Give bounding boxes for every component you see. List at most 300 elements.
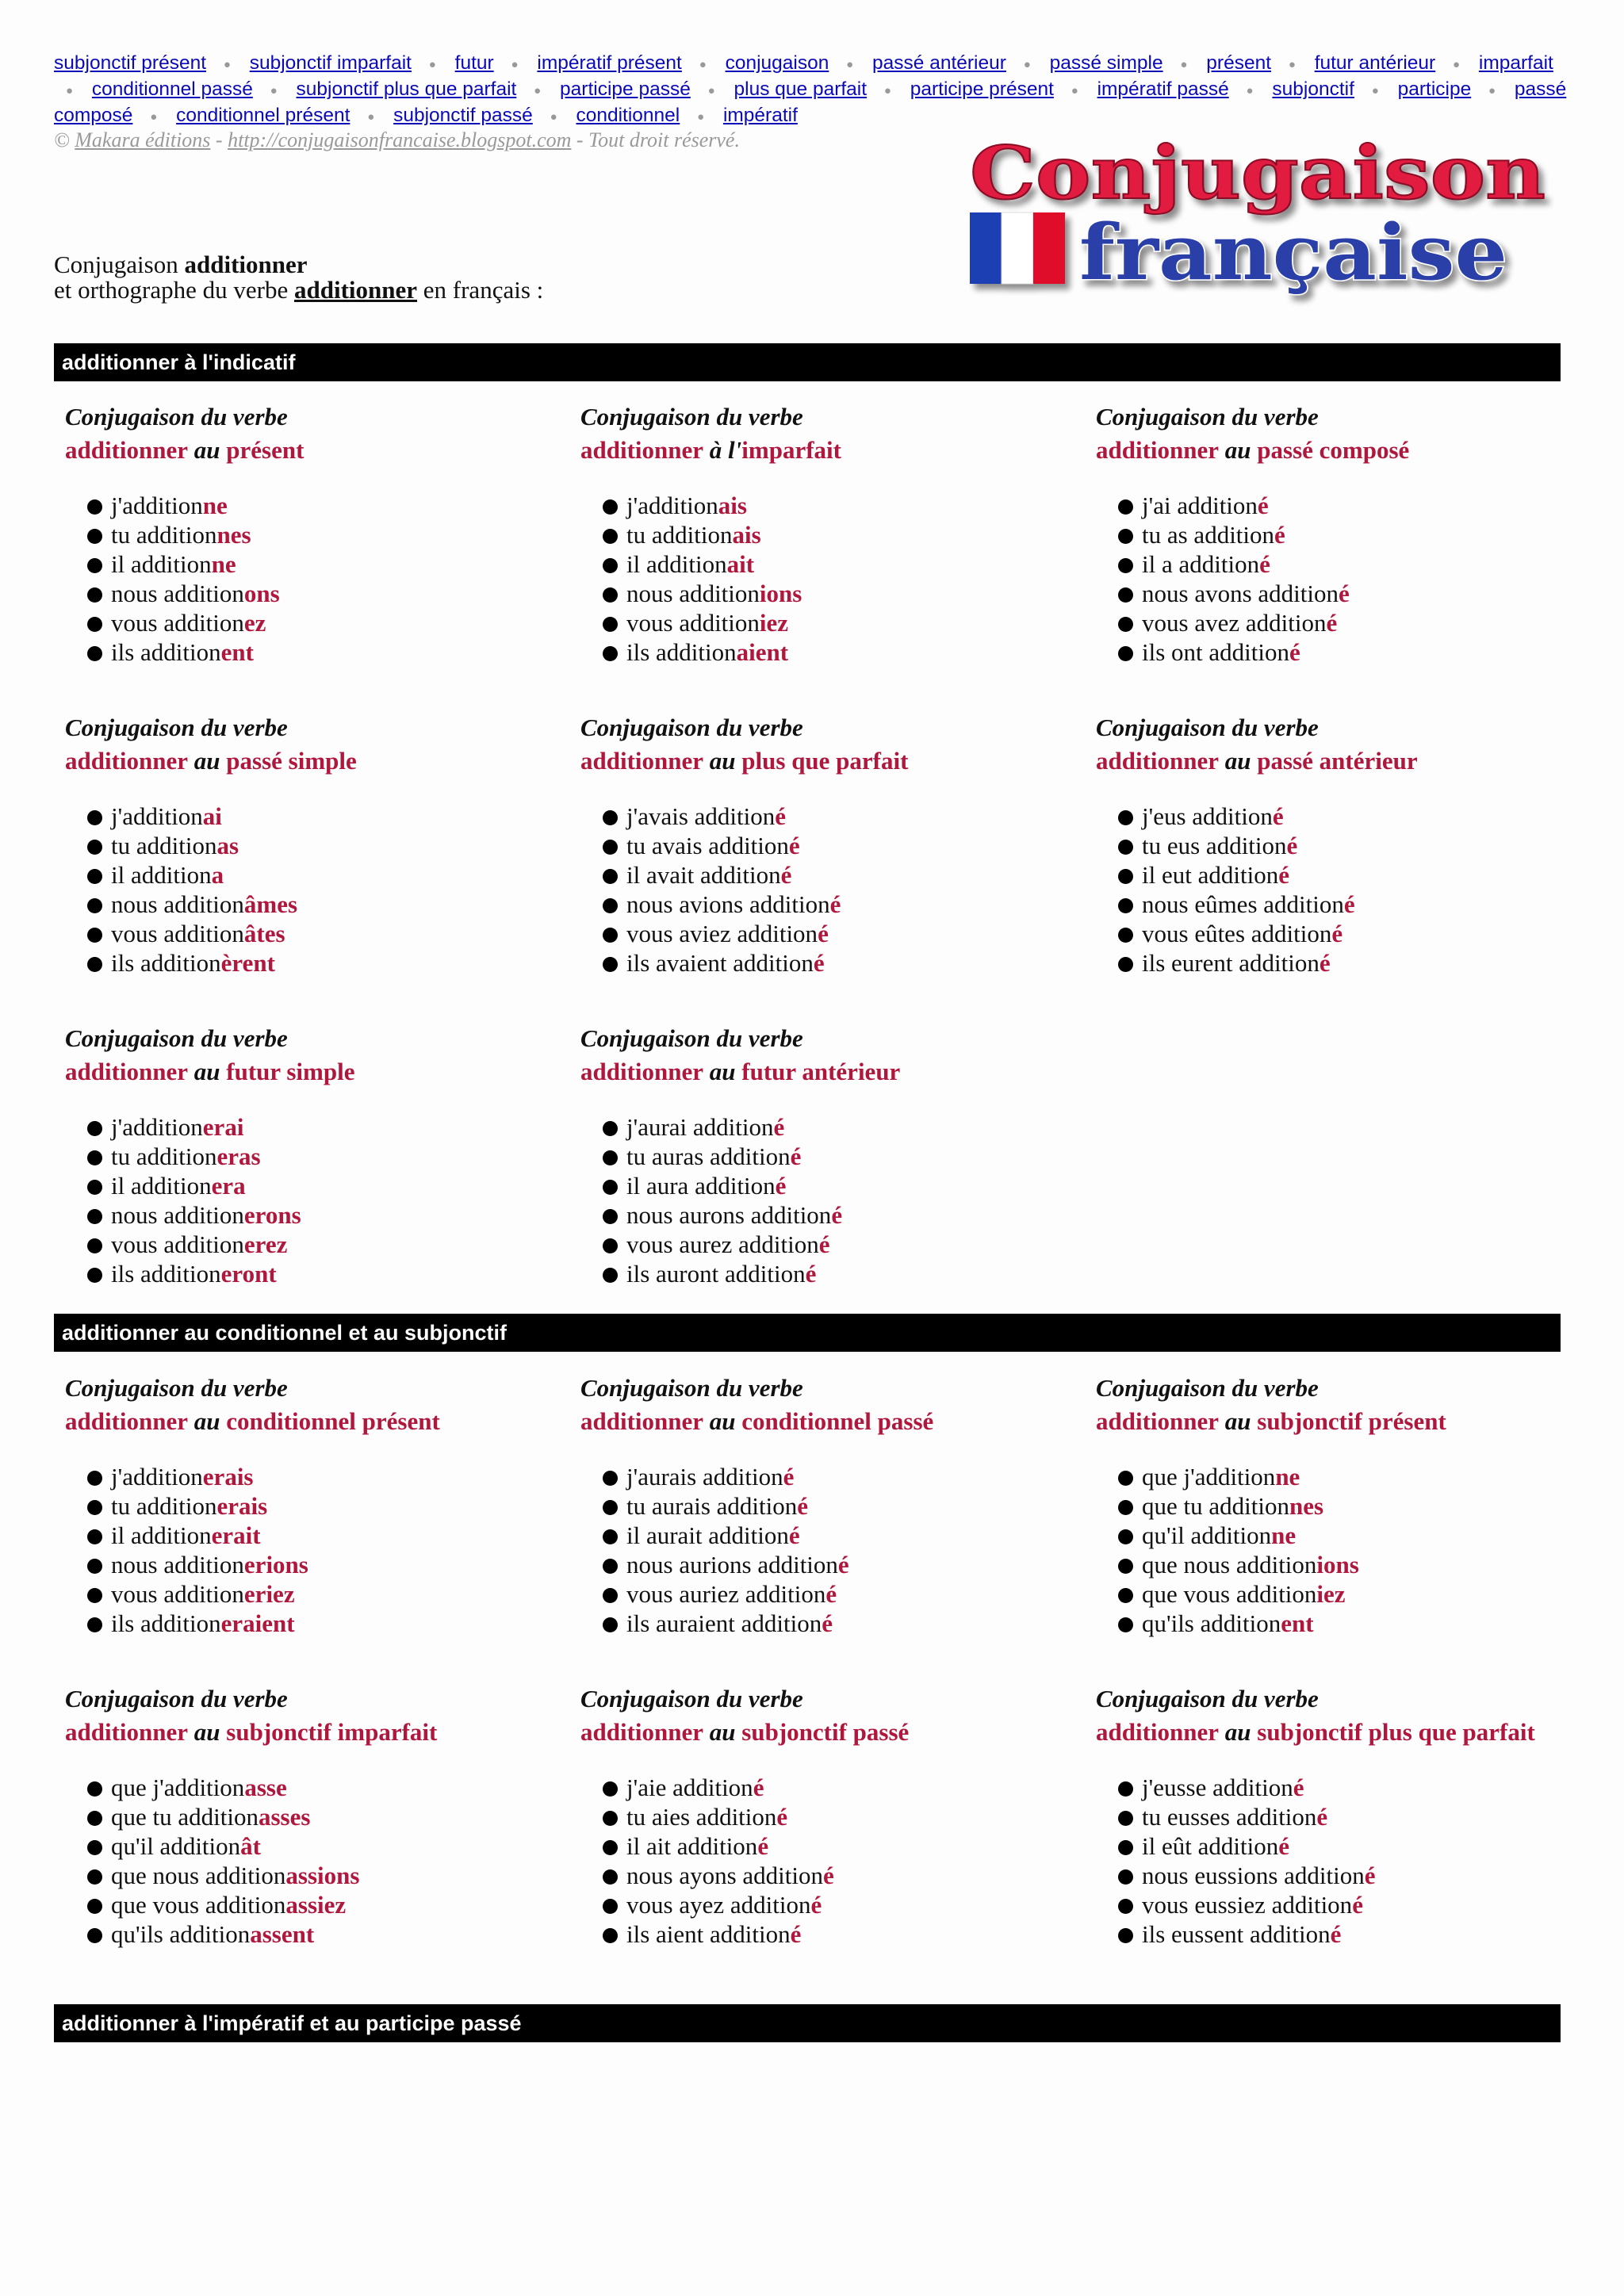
conjugation-form <box>111 1259 557 1288</box>
tense-block <box>1096 1372 1588 1638</box>
conjugation-stem: que j'addition <box>1142 1463 1276 1490</box>
conjugation-form <box>626 608 1072 637</box>
conjugation-stem: nous addition <box>111 890 244 918</box>
conjugation-ending: é <box>1316 1803 1328 1831</box>
tense-title-preposition: au <box>703 747 742 775</box>
nav-link[interactable]: participe présent <box>910 78 1054 100</box>
tense-title-preposition: au <box>188 747 227 775</box>
conjugation-stem: il addition <box>626 550 727 578</box>
tense-heading: Conjugaison du verbe <box>580 403 803 430</box>
tense-title-name: conditionnel passé <box>741 1407 934 1435</box>
tense-title <box>580 434 1072 467</box>
conjugation-ending: é <box>837 1551 849 1578</box>
tense-heading: Conjugaison du verbe <box>65 403 288 430</box>
tense-title-name: futur antérieur <box>741 1058 901 1085</box>
nav-separator-dot-icon: ● <box>1071 84 1078 98</box>
conjugation-list <box>580 491 1072 667</box>
conjugation-stem: j'eusse addition <box>1142 1774 1293 1801</box>
conjugation-ending: era <box>211 1172 246 1200</box>
nav-link[interactable]: futur <box>454 52 494 74</box>
tense-title-verb: additionner <box>1096 436 1220 464</box>
nav-link[interactable]: passé antérieur <box>872 52 1006 74</box>
conjugation-ending: eraient <box>220 1609 295 1637</box>
conjugation-ending: é <box>776 1803 788 1831</box>
conjugation-form <box>111 890 557 919</box>
conjugation-list <box>65 1112 557 1288</box>
nav-separator-dot-icon: ● <box>550 110 557 124</box>
conjugation-stem: tu auras addition <box>626 1142 791 1170</box>
conjugation-form <box>626 1462 1072 1491</box>
conjugation-list <box>65 1462 557 1638</box>
tense-heading: Conjugaison du verbe <box>65 1024 288 1052</box>
conjugation-ending: é <box>788 832 800 859</box>
tense-heading: Conjugaison du verbe <box>1096 403 1319 430</box>
intro-line1-text: Conjugaison <box>54 251 185 278</box>
nav-link[interactable]: conditionnel passé <box>91 78 253 100</box>
tense-block <box>580 1022 1072 1288</box>
conjugation-stem: j'eus addition <box>1142 802 1273 830</box>
conjugation-list <box>580 1462 1072 1638</box>
conjugation-stem: ils eurent addition <box>1142 949 1320 977</box>
conjugation-form <box>1142 1609 1588 1638</box>
tense-title <box>580 1405 1072 1438</box>
conjugation-ending: asses <box>258 1803 311 1831</box>
conjugation-ending: é <box>773 1113 785 1141</box>
intro-verb: additionner <box>184 251 308 278</box>
nav-link[interactable]: impératif <box>722 105 798 126</box>
nav-link[interactable]: impératif présent <box>537 52 682 74</box>
conjugation-stem: nous eussions addition <box>1142 1862 1365 1889</box>
conjugation-form <box>111 1230 557 1259</box>
conjugation-form <box>626 1259 1072 1288</box>
conjugation-ending: é <box>1330 1920 1342 1948</box>
conjugation-stem: vous aviez addition <box>626 920 818 947</box>
conjugation-ending: iez <box>759 609 789 637</box>
conjugation-ending: é <box>822 1609 833 1637</box>
conjugation-stem: que tu addition <box>111 1803 259 1831</box>
tense-title-preposition: au <box>1219 1407 1258 1435</box>
conjugation-ending: iez <box>1316 1580 1346 1608</box>
conjugation-form <box>1142 1462 1588 1491</box>
tense-heading: Conjugaison du verbe <box>580 1374 803 1402</box>
tense-title <box>580 1055 1072 1089</box>
tense-title-verb: additionner <box>65 1718 189 1746</box>
conjugation-form <box>626 549 1072 579</box>
conjugation-form <box>1142 890 1588 919</box>
conjugation-ending: é <box>1272 802 1284 830</box>
conjugation-form <box>626 1171 1072 1200</box>
tense-title-verb: additionner <box>580 747 704 775</box>
conjugation-form <box>111 520 557 549</box>
conjugation-form <box>1142 1802 1588 1831</box>
tense-title-name: subjonctif passé <box>741 1718 910 1746</box>
conjugation-stem: ils avaient addition <box>626 949 814 977</box>
nav-link[interactable]: subjonctif plus que parfait <box>296 78 517 100</box>
conjugation-stem: que j'addition <box>111 1774 245 1801</box>
conjugation-stem: il a addition <box>1142 550 1260 578</box>
conjugation-ending: é <box>788 1521 800 1549</box>
tense-heading: Conjugaison du verbe <box>65 1685 288 1712</box>
conjugation-form <box>626 1861 1072 1890</box>
conjugation-stem: vous addition <box>111 609 244 637</box>
tense-title-name: passé composé <box>1257 436 1410 464</box>
tense-title-verb: additionner <box>65 747 189 775</box>
conjugation-ending: ne <box>1271 1521 1297 1549</box>
conjugation-stem: j'addition <box>111 492 203 519</box>
conjugation-stem: il addition <box>111 1172 212 1200</box>
conjugation-stem: j'ai addition <box>1142 492 1258 519</box>
tense-title-name: subjonctif imparfait <box>226 1718 438 1746</box>
conjugation-ending: é <box>797 1492 808 1520</box>
nav-link[interactable]: subjonctif passé <box>393 105 533 126</box>
nav-link[interactable]: conditionnel <box>576 105 680 126</box>
conjugation-form <box>1142 831 1588 860</box>
conjugation-stem: il addition <box>111 861 212 889</box>
conjugation-ending: é <box>775 802 787 830</box>
conjugation-form <box>111 1773 557 1802</box>
tense-block <box>580 1682 1072 1949</box>
blog-url-link[interactable]: http://conjugaisonfrancaise.blogspot.com <box>228 128 572 151</box>
nav-separator-dot-icon: ● <box>846 58 854 71</box>
conjugation-ending: èrent <box>220 949 275 977</box>
conjugation-list <box>580 1112 1072 1288</box>
conjugation-form <box>1142 919 1588 948</box>
conjugaison-francaise-logo <box>963 111 1554 321</box>
nav-link[interactable]: conjugaison <box>725 52 829 74</box>
conjugation-ending: é <box>753 1774 764 1801</box>
conjugation-form <box>111 1861 557 1890</box>
conjugation-stem: tu aurais addition <box>626 1492 798 1520</box>
tense-title-verb: additionner <box>580 1718 704 1746</box>
conjugation-ending: ait <box>726 550 755 578</box>
conjugation-stem: tu aies addition <box>626 1803 777 1831</box>
tense-title <box>1096 744 1588 778</box>
tense-title-name: imparfait <box>741 436 841 464</box>
conjugation-stem: ils auront addition <box>626 1260 806 1288</box>
conjugation-stem: nous addition <box>111 1201 244 1229</box>
conjugation-form <box>626 637 1072 667</box>
tense-title-preposition: au <box>188 1407 227 1435</box>
page-intro <box>54 252 543 303</box>
conjugation-stem: il ait addition <box>626 1832 758 1860</box>
conjugation-ending: é <box>780 861 792 889</box>
nav-link[interactable]: subjonctif imparfait <box>249 52 412 74</box>
conjugation-stem: tu as addition <box>1142 521 1275 549</box>
conjugation-ending: erais <box>202 1463 254 1490</box>
conjugation-ending: nes <box>216 521 251 549</box>
conjugation-ending: é <box>1339 580 1350 607</box>
nav-separator-dot-icon: ● <box>367 110 375 124</box>
conjugation-stem: il eût addition <box>1142 1832 1279 1860</box>
conjugation-stem: il eut addition <box>1142 861 1279 889</box>
nav-separator-dot-icon: ● <box>1246 84 1254 98</box>
conjugation-form <box>111 637 557 667</box>
conjugation-stem: tu addition <box>111 521 217 549</box>
conjugation-ending: é <box>805 1260 817 1288</box>
tense-block <box>580 400 1072 667</box>
conjugation-stem: ils addition <box>111 949 221 977</box>
french-flag-icon <box>970 212 1065 284</box>
copyright-suffix: - Tout droit réservé. <box>571 128 740 151</box>
conjugation-stem: que vous addition <box>111 1891 286 1919</box>
conjugation-form <box>111 1171 557 1200</box>
conjugation-ending: asse <box>244 1774 287 1801</box>
conjugation-form <box>1142 1773 1588 1802</box>
conjugation-ending: é <box>829 890 841 918</box>
conjugation-form <box>626 1521 1072 1550</box>
nav-link[interactable]: impératif passé <box>1097 78 1229 100</box>
conjugation-form <box>111 1919 557 1949</box>
nav-separator-dot-icon: ● <box>699 58 707 71</box>
tense-title-name: subjonctif plus que parfait <box>1257 1718 1535 1746</box>
conjugation-stem: vous ayez addition <box>626 1891 811 1919</box>
conjugation-stem: ils addition <box>111 1260 221 1288</box>
conjugation-stem: vous addition <box>626 609 760 637</box>
conjugation-ending: é <box>1278 1832 1289 1860</box>
conjugation-form <box>1142 1831 1588 1861</box>
tense-title <box>65 1405 557 1438</box>
conjugation-form <box>1142 579 1588 608</box>
conjugation-stem: j'addition <box>111 1113 203 1141</box>
copyright-dash: - <box>210 128 228 151</box>
conjugation-form <box>626 1200 1072 1230</box>
tense-block <box>65 1682 557 1949</box>
conjugation-ending: erions <box>243 1551 308 1578</box>
conjugation-ending: ions <box>759 580 802 607</box>
conjugation-ending: é <box>823 1862 834 1889</box>
conjugation-ending: ent <box>1281 1609 1314 1637</box>
nav-separator-dot-icon: ● <box>707 84 715 98</box>
conjugation-stem: tu avais addition <box>626 832 789 859</box>
publisher-link[interactable]: Makara éditions <box>75 128 211 151</box>
conjugation-ending: ai <box>202 802 222 830</box>
tense-title-verb: additionner <box>1096 1718 1220 1746</box>
tense-heading: Conjugaison du verbe <box>1096 1374 1319 1402</box>
conjugation-ending: é <box>1326 609 1338 637</box>
conjugation-stem: qu'il addition <box>111 1832 241 1860</box>
conjugation-ending: âtes <box>243 920 285 947</box>
tense-title <box>65 434 557 467</box>
conjugation-ending: é <box>825 1580 837 1608</box>
conjugation-stem: nous addition <box>626 580 760 607</box>
nav-separator-dot-icon: ● <box>270 84 278 98</box>
tense-block <box>65 1372 557 1638</box>
tense-title-preposition: au <box>1219 747 1258 775</box>
conjugation-ending: ais <box>718 492 747 519</box>
conjugation-form <box>1142 520 1588 549</box>
nav-separator-dot-icon: ● <box>428 58 436 71</box>
conjugation-ending: é <box>790 1142 802 1170</box>
nav-link[interactable]: imparfait <box>1478 52 1553 74</box>
conjugation-stem: tu addition <box>626 521 733 549</box>
conjugation-stem: vous addition <box>111 920 244 947</box>
conjugation-form <box>626 1491 1072 1521</box>
conjugation-form <box>111 860 557 890</box>
conjugation-stem: vous addition <box>111 1580 244 1608</box>
conjugation-stem: ils auraient addition <box>626 1609 822 1637</box>
conjugation-stem: tu addition <box>111 832 217 859</box>
conjugation-form <box>111 608 557 637</box>
nav-separator-dot-icon: ● <box>697 110 705 124</box>
conjugation-form <box>1142 549 1588 579</box>
conjugation-form <box>626 1142 1072 1171</box>
section-bar-conditionnel-subjonctif: additionner au conditionnel et au subjonctif <box>54 1314 1561 1352</box>
tense-heading: Conjugaison du verbe <box>1096 1685 1319 1712</box>
conjugation-ending: nes <box>1289 1492 1324 1520</box>
conjugation-stem: que vous addition <box>1142 1580 1317 1608</box>
conjugation-ending: é <box>818 1230 830 1258</box>
conjugation-form <box>626 1773 1072 1802</box>
conjugation-stem: qu'il addition <box>1142 1521 1272 1549</box>
conjugation-ending: é <box>1293 1774 1304 1801</box>
conjugation-ending: é <box>1343 890 1355 918</box>
conjugation-form <box>626 1919 1072 1949</box>
conjugation-form <box>1142 491 1588 520</box>
conjugation-ending: é <box>831 1201 843 1229</box>
nav-separator-dot-icon: ● <box>534 84 542 98</box>
tense-block <box>1096 400 1588 667</box>
conjugation-ending: é <box>1286 832 1298 859</box>
conjugation-ending: é <box>1257 492 1269 519</box>
conjugation-stem: ils addition <box>111 638 221 666</box>
tense-title-preposition: au <box>1219 436 1258 464</box>
conjugation-form <box>626 948 1072 978</box>
conjugation-ending: assions <box>285 1862 360 1889</box>
tense-title-verb: additionner <box>1096 1407 1220 1435</box>
nav-link[interactable]: subjonctif présent <box>54 52 207 74</box>
nav-separator-dot-icon: ● <box>223 58 231 71</box>
conjugation-stem: vous eussiez addition <box>1142 1891 1353 1919</box>
conjugation-list <box>580 802 1072 978</box>
conjugation-list <box>580 1773 1072 1949</box>
conjugation-ending: assiez <box>285 1891 347 1919</box>
nav-separator-dot-icon: ● <box>1180 58 1188 71</box>
conjugation-ending: é <box>1331 920 1343 947</box>
conjugation-stem: vous auriez addition <box>626 1580 826 1608</box>
nav-link[interactable]: subjonctif <box>1272 78 1354 100</box>
conjugation-stem: nous avons addition <box>1142 580 1339 607</box>
nav-link[interactable]: passé simple <box>1049 52 1163 74</box>
conjugation-list <box>65 802 557 978</box>
nav-separator-dot-icon: ● <box>1453 58 1461 71</box>
conjugation-stem: ils addition <box>626 638 737 666</box>
tense-title-verb: additionner <box>580 1058 704 1085</box>
conjugation-ending: é <box>1259 550 1270 578</box>
nav-link[interactable]: plus que parfait <box>733 78 868 100</box>
conjugation-stem: nous aurons addition <box>626 1201 832 1229</box>
logo-word-francaise: française <box>1079 208 1507 297</box>
nav-link[interactable]: participe <box>1397 78 1472 100</box>
conjugation-ending: é <box>1319 949 1331 977</box>
conjugation-ending: erez <box>243 1230 288 1258</box>
conjugation-ending: é <box>757 1832 769 1860</box>
conjugation-form <box>626 1609 1072 1638</box>
conjugation-form <box>111 1831 557 1861</box>
tense-block <box>1096 1682 1588 1949</box>
conjugation-ending: ne <box>202 492 228 519</box>
nav-link[interactable]: futur antérieur <box>1314 52 1436 74</box>
conjugation-form <box>111 948 557 978</box>
section-bar-indicatif: additionner à l'indicatif <box>54 343 1561 381</box>
conjugation-ending: assent <box>250 1920 315 1948</box>
conjugation-form <box>626 1831 1072 1861</box>
tense-block <box>65 711 557 978</box>
conjugation-stem: j'addition <box>111 1463 203 1490</box>
tense-title-preposition: au <box>703 1407 742 1435</box>
conjugation-stem: ils ont addition <box>1142 638 1289 666</box>
conjugation-ending: ez <box>243 609 266 637</box>
conjugation-form <box>111 491 557 520</box>
conjugation-ending: ne <box>211 550 236 578</box>
conjugation-ending: eras <box>216 1142 261 1170</box>
conjugation-form <box>626 520 1072 549</box>
conjugation-form <box>111 1550 557 1579</box>
tense-title-preposition: au <box>703 1058 742 1085</box>
conjugation-stem: j'aurais addition <box>626 1463 783 1490</box>
tense-title <box>65 1716 557 1749</box>
nav-link[interactable]: présent <box>1206 52 1271 74</box>
conjugation-stem: j'addition <box>626 492 718 519</box>
conjugation-stem: vous eûtes addition <box>1142 920 1332 947</box>
tense-title-verb: additionner <box>580 1407 704 1435</box>
nav-separator-dot-icon: ● <box>511 58 519 71</box>
conjugation-form <box>111 549 557 579</box>
conjugation-ending: as <box>216 832 239 859</box>
conjugation-form <box>111 1142 557 1171</box>
tense-title <box>65 744 557 778</box>
nav-link[interactable]: passé composé <box>54 78 1567 126</box>
conjugation-stem: nous aurions addition <box>626 1551 838 1578</box>
tense-title-verb: additionner <box>1096 747 1220 775</box>
conjugation-ending: ions <box>1316 1551 1359 1578</box>
nav-link[interactable]: participe passé <box>560 78 691 100</box>
conjugation-form <box>1142 802 1588 831</box>
conjugation-ending: é <box>1364 1862 1376 1889</box>
nav-separator-dot-icon: ● <box>1288 58 1296 71</box>
conjugation-form <box>1142 608 1588 637</box>
conjugation-stem: qu'ils addition <box>1142 1609 1281 1637</box>
conjugation-ending: erons <box>243 1201 301 1229</box>
conjugation-stem: nous addition <box>111 1551 244 1578</box>
conjugation-ending: erai <box>202 1113 244 1141</box>
conjugation-stem: il addition <box>111 550 212 578</box>
tense-title-preposition: à l' <box>703 436 742 464</box>
conjugation-ending: ent <box>220 638 254 666</box>
tense-heading: Conjugaison du verbe <box>65 714 288 741</box>
conjugation-form <box>111 1609 557 1638</box>
conjugation-form <box>111 1521 557 1550</box>
conjugation-stem: ils addition <box>111 1609 221 1637</box>
tense-title-verb: additionner <box>65 1058 189 1085</box>
conjugation-ending: ât <box>240 1832 261 1860</box>
conjugation-list <box>1096 1773 1588 1949</box>
conjugation-form <box>626 919 1072 948</box>
conjugation-stem: j'aie addition <box>626 1774 753 1801</box>
copyright-prefix: © <box>54 128 75 151</box>
conjugation-form <box>111 579 557 608</box>
conjugation-form <box>111 1802 557 1831</box>
conjugation-form <box>1142 1521 1588 1550</box>
conjugation-stem: tu addition <box>111 1492 217 1520</box>
tense-title-name: passé antérieur <box>1257 747 1418 775</box>
conjugation-stem: vous addition <box>111 1230 244 1258</box>
nav-link[interactable]: conditionnel présent <box>176 105 350 126</box>
conjugation-stem: j'avais addition <box>626 802 776 830</box>
intro-line2-end: en français : <box>417 276 544 304</box>
conjugation-stem: tu eus addition <box>1142 832 1287 859</box>
conjugation-ending: é <box>790 1920 802 1948</box>
conjugation-stem: nous avions addition <box>626 890 830 918</box>
